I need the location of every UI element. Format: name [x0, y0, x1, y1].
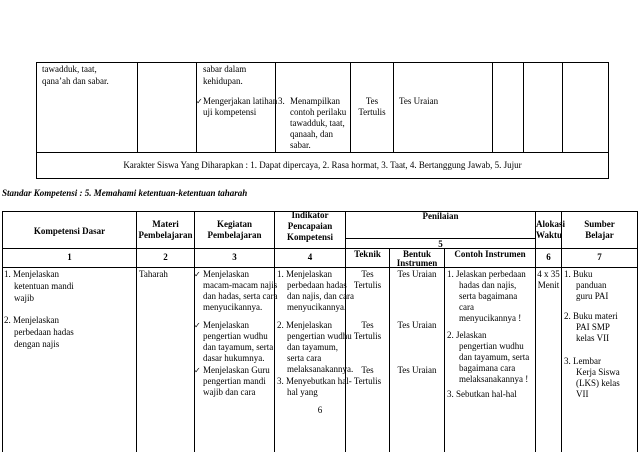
ind3-line1: 3. Menyebutkan hal- — [277, 376, 352, 386]
top-col4-number: 3. — [278, 96, 285, 106]
checkmark-icon: ✓ — [194, 321, 201, 330]
top-col3-sabar-line2: kehidupan. — [203, 76, 243, 86]
header-indikator-line2: Pencapaian — [287, 221, 333, 231]
kd2-line3: dengan najis — [14, 339, 60, 349]
checkmark-icon: ✓ — [196, 97, 203, 106]
contoh1-line4: cara — [459, 302, 474, 312]
ind2-line5: melaksanakannya. — [287, 364, 354, 374]
keg2-line4: dasar hukumnya. — [203, 353, 265, 363]
alokasi-line1: 4 x 35 — [537, 269, 560, 279]
header-contoh-instrumen: Contoh Instrumen — [454, 249, 526, 259]
page-number: 6 — [317, 405, 323, 415]
teknik-3-line1: Tes — [361, 365, 374, 375]
header-sumber-line1: Sumber — [584, 219, 615, 229]
bentuk-2: Tes Uraian — [397, 320, 437, 330]
teknik-2-line2: Tertulis — [353, 331, 382, 341]
header-bentuk-line2: Instrumen — [396, 258, 438, 268]
sumber3-line2: Kerja Siswa — [576, 367, 620, 377]
ind3-line2: hal yang — [287, 387, 318, 397]
top-teknik-line2: Tertulis — [358, 107, 386, 117]
contoh2-line2: pengertian wudhu — [459, 341, 524, 351]
top-col3-bullet-line2: uji kompetensi — [203, 107, 257, 117]
ind2-line2: pengertian wudhu — [287, 331, 352, 341]
header-col-number-2: 2 — [163, 252, 168, 262]
teknik-3-line2: Tertulis — [353, 376, 382, 386]
header-kegiatan-line2: Pembelajaran — [207, 230, 262, 240]
keg3-line3: wajib dan cara — [203, 387, 256, 397]
teknik-1-line2: Tertulis — [353, 280, 382, 290]
contoh1-line5: menyucikannya ! — [459, 313, 522, 323]
karakter-text: Karakter Siswa Yang Diharapkan : 1. Dapat dipercaya, 2. Rasa hormat, 3. Taat, 4. Bertanggung Jawab, 5. Jujur — [123, 160, 522, 170]
contoh3-line1: 3. Sebutkan hal-hal — [447, 389, 517, 399]
top-col3-bullet-line1: Mengerjakan latihan — [203, 96, 278, 106]
standar-kompetensi-title: Standar Kompetensi : 5. Memahami ketentuan-ketentuan taharah — [2, 188, 248, 198]
sumber3-line3: (LKS) kelas — [576, 378, 620, 388]
contoh2-line3: dan tayamum, serta — [459, 352, 530, 362]
contoh2-line1: 2. Jelaskan — [447, 330, 487, 340]
sumber3-line1: 3. Lembar — [564, 356, 601, 366]
header-col-number-3: 3 — [232, 252, 237, 262]
checkmark-icon: ✓ — [194, 366, 201, 375]
top-col4-line4: qanaah, dan — [290, 129, 333, 139]
ind1-line1: 1. Menjelaskan — [277, 269, 332, 279]
bentuk-3: Tes Uraian — [397, 365, 437, 375]
bentuk-1: Tes Uraian — [397, 269, 437, 279]
top-col4-line3: tawadduk, taat, — [290, 118, 345, 128]
header-col-number-1: 1 — [67, 252, 72, 262]
top-bentuk: Tes Uraian — [399, 96, 439, 106]
keg3-line1: Menjelaskan Guru — [203, 365, 270, 375]
header-materi-line2: Pembelajaran — [138, 230, 193, 240]
keg1-line1: Menjelaskan — [203, 269, 249, 279]
ind2-line4: serta cara — [287, 353, 322, 363]
top-col4-line2: contoh perilaku — [290, 107, 347, 117]
keg2-line1: Menjelaskan — [203, 320, 249, 330]
contoh1-line2: hadas dan najis, — [459, 280, 517, 290]
teknik-2-line1: Tes — [361, 320, 374, 330]
top-col1-line2: qana’ah dan sabar. — [42, 76, 109, 86]
sumber1-line2: panduan — [576, 280, 607, 290]
header-kompetensi-dasar: Kompetensi Dasar — [33, 226, 106, 236]
header-col-number-6: 6 — [546, 252, 551, 262]
keg2-line2: pengertian wudhu — [203, 331, 268, 341]
keg3-line2: pengertian mandi — [203, 376, 266, 386]
sumber3-line4: VII — [576, 389, 589, 399]
header-teknik: Teknik — [354, 249, 381, 259]
header-alokasi-line1: Alokasi — [536, 219, 566, 229]
ind2-line1: 2. Menjelaskan — [277, 320, 332, 330]
sumber2-line1: 2. Buku materi — [564, 311, 618, 321]
sumber1-line1: 1. Buku — [564, 269, 593, 279]
checkmark-icon: ✓ — [194, 270, 201, 279]
teknik-1-line1: Tes — [361, 269, 374, 279]
ind1-line3: dan najis, dan cara — [287, 291, 354, 301]
ind2-line3: dan tayamum, — [287, 342, 338, 352]
header-penilaian: Penilaian — [422, 211, 459, 221]
header-alokasi-line2: Waktu — [536, 230, 563, 240]
kd2-line1: 2. Menjelaskan — [4, 315, 59, 325]
sumber2-line2: PAI SMP — [576, 322, 610, 332]
ind1-line2: perbedaan hadas — [287, 280, 347, 290]
keg2-line3: dan tayamum, serta — [203, 342, 274, 352]
header-sumber-line2: Belajar — [585, 230, 614, 240]
kd2-line2: perbedaan hadas — [14, 327, 74, 337]
top-col4-line1: Menampilkan — [290, 96, 340, 106]
top-teknik-line1: Tes — [365, 96, 379, 106]
header-kegiatan-line1: Kegiatan — [217, 219, 252, 229]
materi-taharah: Taharah — [139, 269, 168, 279]
header-col-number-5: 5 — [438, 239, 443, 249]
header-indikator-line3: Kompetensi — [287, 232, 333, 242]
contoh2-line4: bagaimana cara — [459, 363, 516, 373]
ind1-line4: menyucikannya. — [287, 302, 347, 312]
keg1-line3: dan hadas, serta cara — [203, 291, 278, 301]
top-col3-sabar-line1: sabar dalam — [203, 64, 247, 74]
header-col-number-4: 4 — [307, 252, 313, 262]
keg1-line4: menyucikannya. — [203, 302, 263, 312]
header-col-number-7: 7 — [597, 252, 602, 262]
header-bentuk-line1: Bentuk — [402, 249, 431, 259]
header-indikator-line1: Indikator — [291, 210, 329, 220]
top-col4-line5: sabar. — [290, 140, 311, 150]
kd1-line2: ketentuan mandi — [14, 281, 74, 291]
top-col1-line1: tawadduk, taat, — [42, 64, 97, 74]
contoh2-line5: melaksanakannya ! — [459, 374, 529, 384]
sumber2-line3: kelas VII — [576, 333, 610, 343]
contoh1-line1: 1. Jelaskan perbedaan — [447, 269, 526, 279]
alokasi-line2: Menit — [537, 280, 560, 290]
sumber1-line3: guru PAI — [576, 291, 609, 301]
keg1-line2: macam-macam najis — [203, 280, 278, 290]
kd1-line3: wajib — [14, 293, 34, 303]
kd1-line1: 1. Menjelaskan — [4, 269, 59, 279]
contoh1-line3: serta bagaimana — [459, 291, 518, 301]
header-materi-line1: Materi — [152, 219, 179, 229]
